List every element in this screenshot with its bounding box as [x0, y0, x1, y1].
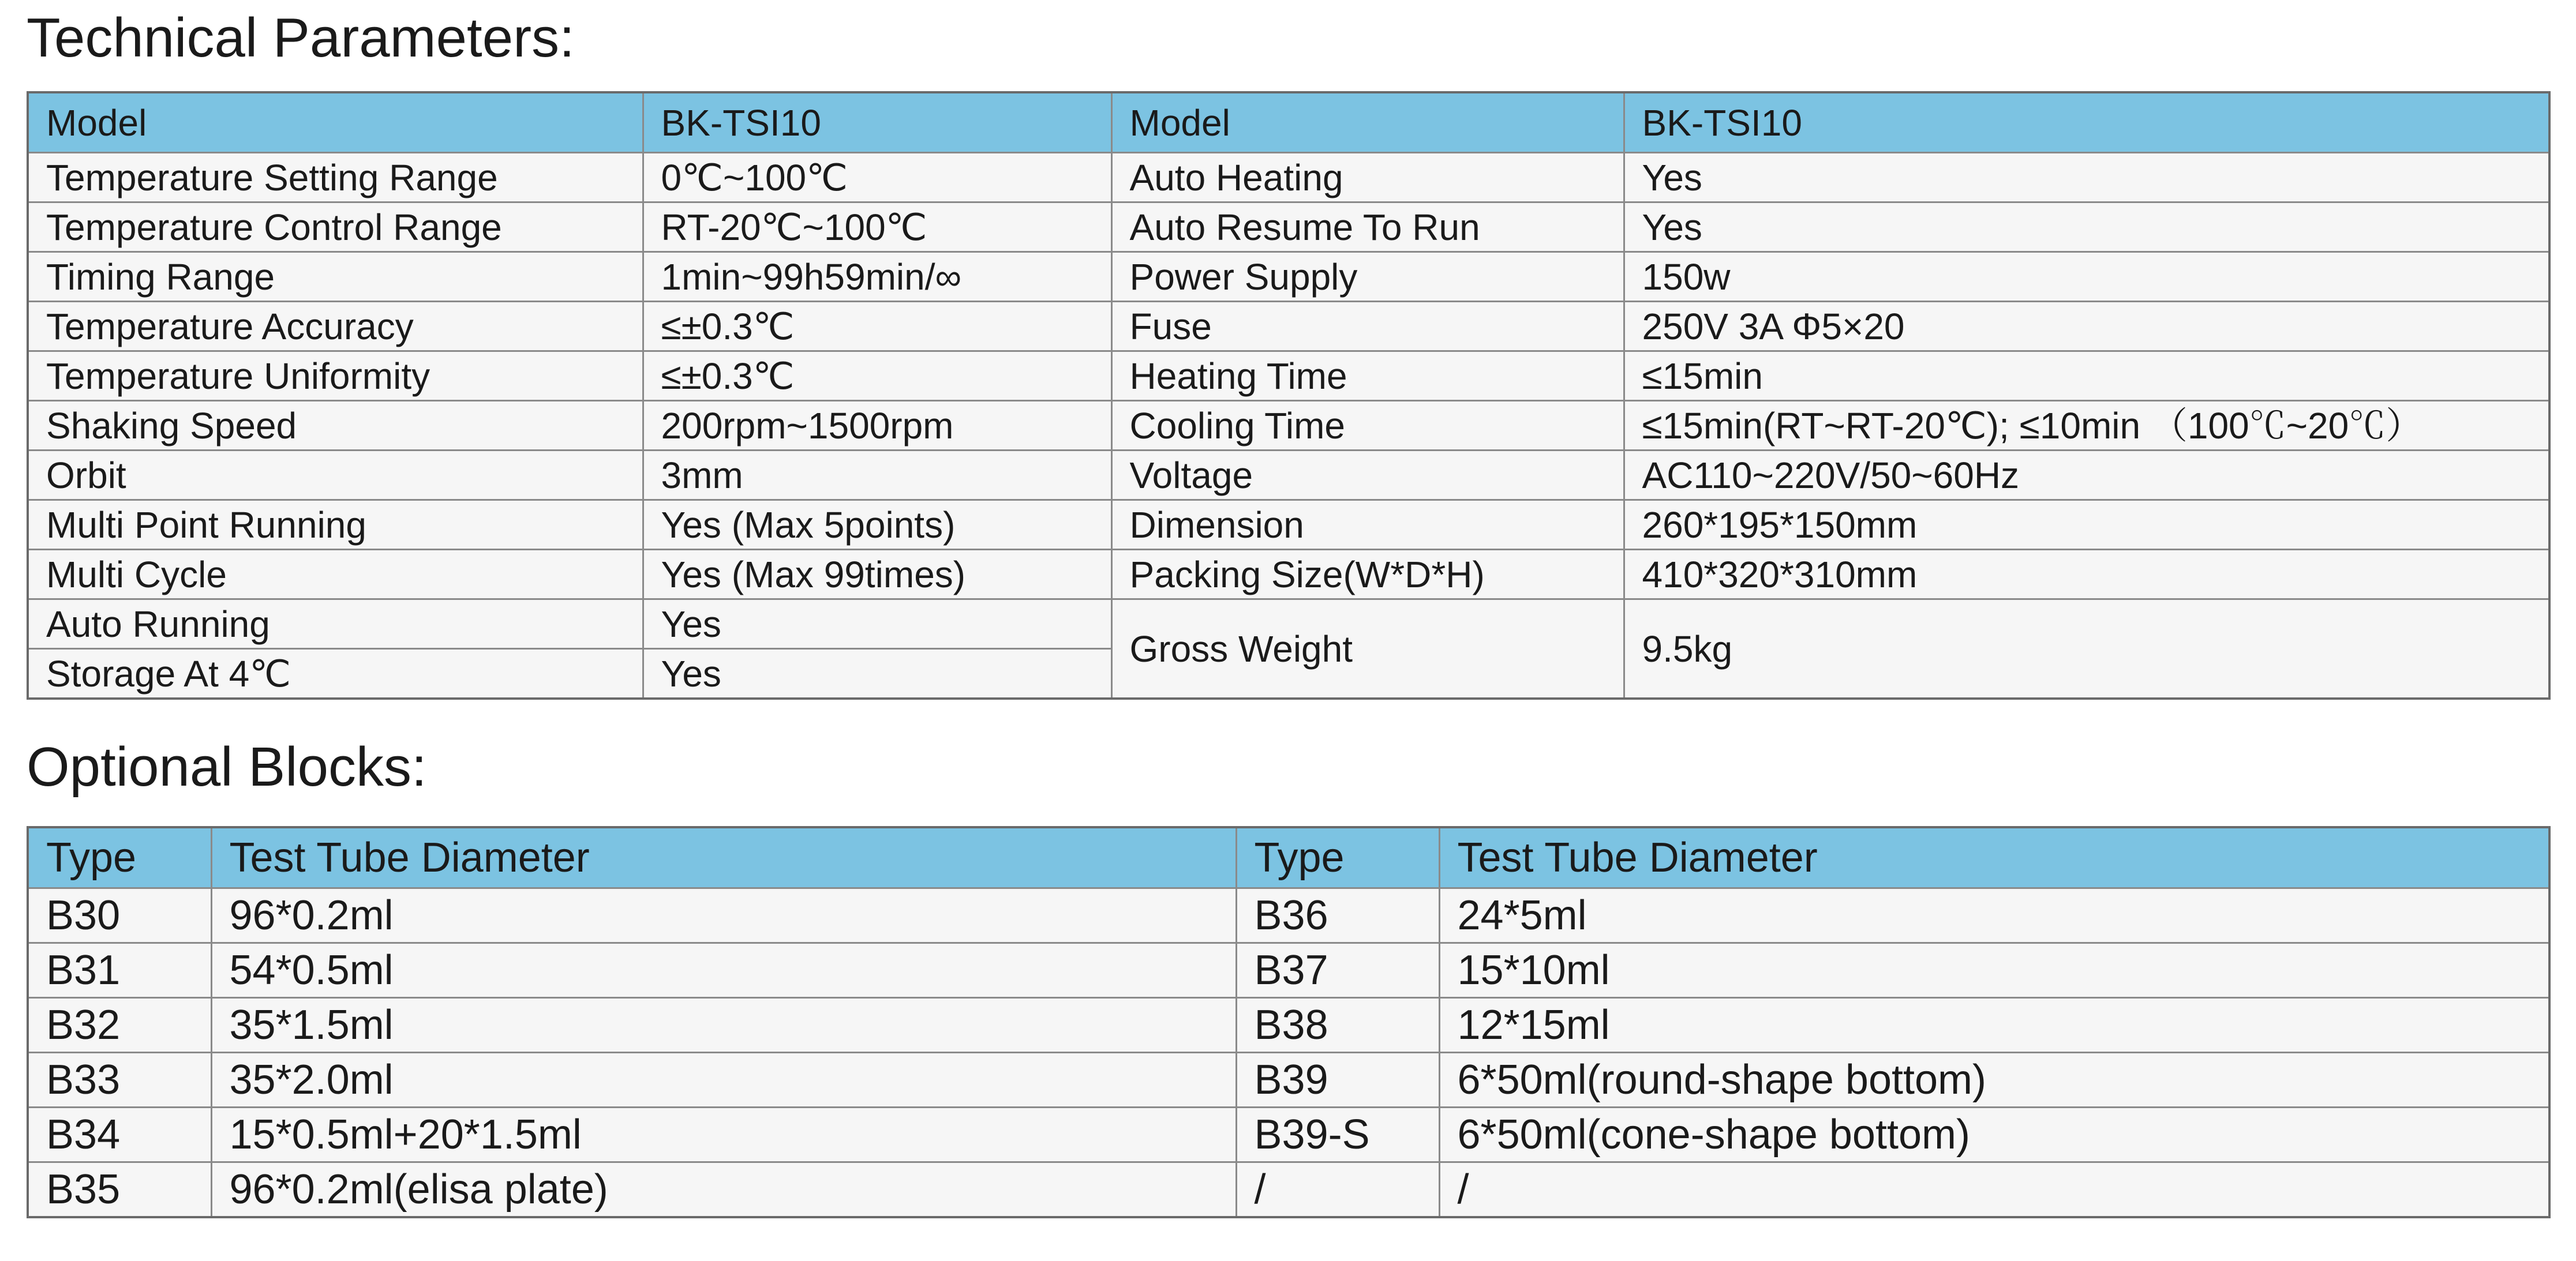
- parameter-value: ≤15min(RT~RT-20℃); ≤10min （100℃~20℃）: [1624, 401, 2549, 451]
- parameter-value: AC110~220V/50~60Hz: [1624, 451, 2549, 500]
- parameter-value: Yes: [1624, 202, 2549, 252]
- tube-diameter: 35*1.5ml: [211, 998, 1236, 1053]
- block-type: B39-S: [1236, 1108, 1439, 1162]
- tube-diameter: 6*50ml(cone-shape bottom): [1439, 1108, 2549, 1162]
- parameter-value: 9.5kg: [1624, 599, 2549, 699]
- table-row: [28, 599, 2549, 649]
- parameter-value: 200rpm~1500rpm: [643, 401, 1111, 451]
- block-type: B35: [28, 1162, 211, 1218]
- parameter-name: Auto Resume To Run: [1111, 202, 1624, 252]
- optional-blocks-heading: Optional Blocks:: [27, 736, 427, 798]
- parameter-value: 0℃~100℃: [643, 153, 1111, 202]
- header-model: Model: [1111, 92, 1624, 153]
- header-model-value: BK-TSI10: [1624, 92, 2549, 153]
- parameter-name: Multi Cycle: [28, 550, 643, 599]
- parameter-value: ≤±0.3℃: [643, 302, 1111, 351]
- tube-diameter: 96*0.2ml: [211, 888, 1236, 943]
- parameter-name: Heating Time: [1111, 351, 1624, 401]
- block-type: B38: [1236, 998, 1439, 1053]
- parameter-value: 250V 3A Φ5×20: [1624, 302, 2549, 351]
- table-row: [28, 1053, 2549, 1108]
- parameter-name: Gross Weight: [1111, 599, 1624, 699]
- block-type: B32: [28, 998, 211, 1053]
- table-row: [28, 943, 2549, 998]
- tube-diameter: 15*10ml: [1439, 943, 2549, 998]
- table-row: [28, 888, 2549, 943]
- block-type: B30: [28, 888, 211, 943]
- parameter-value: 150w: [1624, 252, 2549, 302]
- table-row: [28, 401, 2549, 451]
- parameter-value: ≤±0.3℃: [643, 351, 1111, 401]
- tube-diameter: 24*5ml: [1439, 888, 2549, 943]
- parameter-name: Multi Point Running: [28, 500, 643, 550]
- parameter-value: 260*195*150mm: [1624, 500, 2549, 550]
- block-type: /: [1236, 1162, 1439, 1218]
- parameter-value: ≤15min: [1624, 351, 2549, 401]
- table-row: [28, 1162, 2549, 1218]
- header-type: Type: [28, 827, 211, 888]
- parameter-name: Dimension: [1111, 500, 1624, 550]
- table-header-row: [28, 827, 2549, 888]
- header-type: Type: [1236, 827, 1439, 888]
- tube-diameter: 96*0.2ml(elisa plate): [211, 1162, 1236, 1218]
- parameter-name: Shaking Speed: [28, 401, 643, 451]
- parameter-name: Timing Range: [28, 252, 643, 302]
- table-header-row: [28, 92, 2549, 153]
- block-type: B37: [1236, 943, 1439, 998]
- technical-parameters-table: [27, 91, 2551, 700]
- table-row: [28, 202, 2549, 252]
- technical-parameters-heading: Technical Parameters:: [27, 7, 575, 69]
- parameter-name: Power Supply: [1111, 252, 1624, 302]
- parameter-name: Voltage: [1111, 451, 1624, 500]
- tube-diameter: 12*15ml: [1439, 998, 2549, 1053]
- table-row: [28, 153, 2549, 202]
- parameter-name: Temperature Setting Range: [28, 153, 643, 202]
- parameter-name: Auto Running: [28, 599, 643, 649]
- tube-diameter: 6*50ml(round-shape bottom): [1439, 1053, 2549, 1108]
- header-tube-diameter: Test Tube Diameter: [1439, 827, 2549, 888]
- parameter-value: Yes: [1624, 153, 2549, 202]
- parameter-value: Yes: [643, 649, 1111, 699]
- table-row: [28, 1108, 2549, 1162]
- block-type: B34: [28, 1108, 211, 1162]
- table-row: [28, 550, 2549, 599]
- table-row: [28, 351, 2549, 401]
- parameter-name: Orbit: [28, 451, 643, 500]
- parameter-value: Yes (Max 5points): [643, 500, 1111, 550]
- table-row: [28, 252, 2549, 302]
- parameter-name: Cooling Time: [1111, 401, 1624, 451]
- tube-diameter: /: [1439, 1162, 2549, 1218]
- parameter-value: 1min~99h59min/∞: [643, 252, 1111, 302]
- parameter-name: Temperature Uniformity: [28, 351, 643, 401]
- parameter-value: Yes: [643, 599, 1111, 649]
- tube-diameter: 35*2.0ml: [211, 1053, 1236, 1108]
- header-model-value: BK-TSI10: [643, 92, 1111, 153]
- parameter-name: Auto Heating: [1111, 153, 1624, 202]
- parameter-value: 3mm: [643, 451, 1111, 500]
- header-tube-diameter: Test Tube Diameter: [211, 827, 1236, 888]
- parameter-name: Packing Size(W*D*H): [1111, 550, 1624, 599]
- table-row: [28, 500, 2549, 550]
- tube-diameter: 54*0.5ml: [211, 943, 1236, 998]
- table-row: [28, 302, 2549, 351]
- tube-diameter: 15*0.5ml+20*1.5ml: [211, 1108, 1236, 1162]
- parameter-name: Temperature Control Range: [28, 202, 643, 252]
- table-row: [28, 451, 2549, 500]
- parameter-name: Storage At 4℃: [28, 649, 643, 699]
- parameter-value: RT-20℃~100℃: [643, 202, 1111, 252]
- table-row: [28, 998, 2549, 1053]
- block-type: B31: [28, 943, 211, 998]
- parameter-value: 410*320*310mm: [1624, 550, 2549, 599]
- parameter-value: Yes (Max 99times): [643, 550, 1111, 599]
- block-type: B33: [28, 1053, 211, 1108]
- parameter-name: Fuse: [1111, 302, 1624, 351]
- block-type: B36: [1236, 888, 1439, 943]
- optional-blocks-table: [27, 826, 2551, 1218]
- parameter-name: Temperature Accuracy: [28, 302, 643, 351]
- header-model: Model: [28, 92, 643, 153]
- block-type: B39: [1236, 1053, 1439, 1108]
